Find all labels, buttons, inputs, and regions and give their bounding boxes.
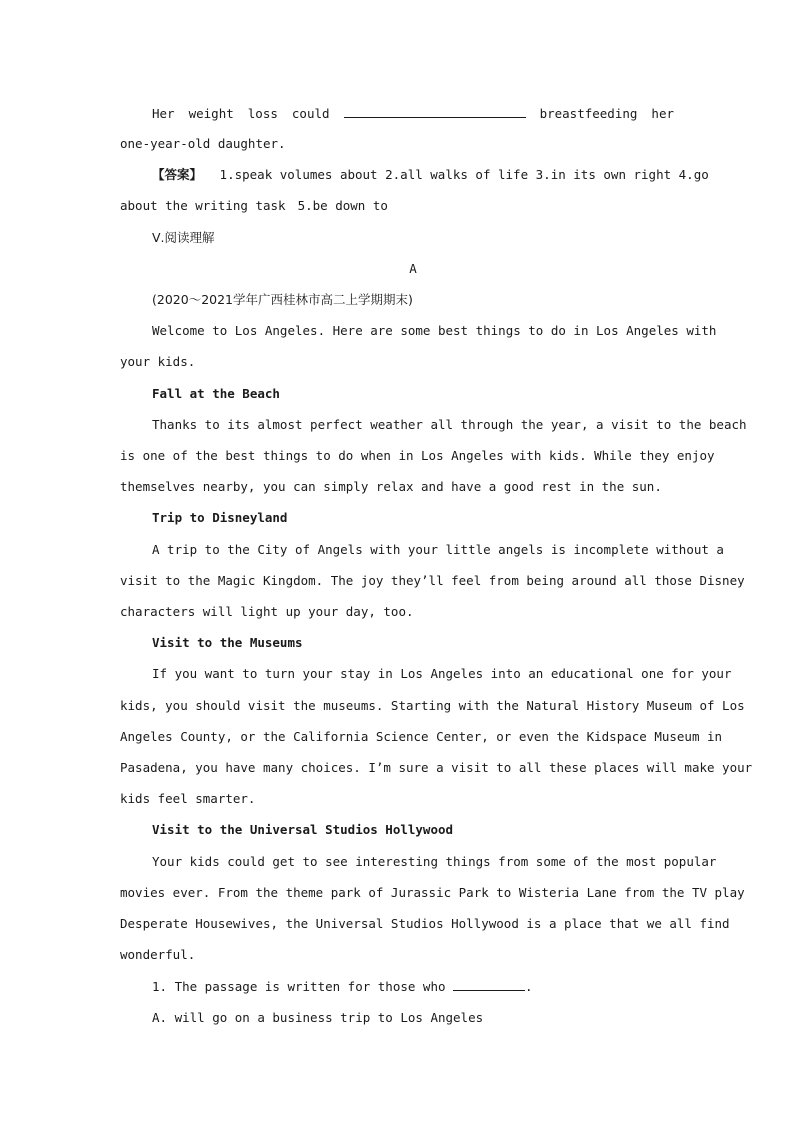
sentence-part-1: Her weight loss could <box>152 106 330 121</box>
answer-5: 5.be down to <box>297 198 388 213</box>
answer-1: 1.speak volumes about <box>219 167 378 182</box>
paragraph-line: Desperate Housewives, the Universal Studios Hollywood is a place that we all find <box>120 916 730 931</box>
heading-museums: Visit to the Museums <box>152 635 303 650</box>
answer-4-cont: about the writing task <box>120 198 286 213</box>
paragraph-line: Pasadena, you have many choices. I’m sure a visit to all these places will make your <box>120 760 753 775</box>
paragraph-line: Angeles County, or the California Science Center, or even the Kidspace Museum in <box>120 729 723 744</box>
paragraph-line: kids, you should visit the museums. Starting with the Natural History Museum of Los <box>120 698 745 713</box>
paragraph-line: Thanks to its almost perfect weather all through the year, a visit to the beach <box>152 417 747 432</box>
answer-2: 2.all walks of life <box>385 167 529 182</box>
paragraph-line: characters will light up your day, too. <box>120 604 414 619</box>
heading-universal: Visit to the Universal Studios Hollywood <box>152 822 454 837</box>
passage-intro-line: your kids. <box>120 354 196 369</box>
answer-key <box>152 167 709 183</box>
heading-beach: Fall at the Beach <box>152 386 280 401</box>
sentence-part-2: breastfeeding her <box>539 106 675 121</box>
paragraph-line: is one of the best things to do when in Los Angeles with kids. While they enjoy <box>120 448 715 463</box>
section-title: Ⅴ.阅读理解 <box>152 230 215 245</box>
paragraph-line: movies ever. From the theme park of Jurassic Park to Wisteria Lane from the TV play <box>120 885 745 900</box>
paragraph-line: A trip to the City of Angels with your little angels is incomplete without a <box>152 542 724 557</box>
paragraph-line: Your kids could get to see interesting things from some of the most popular <box>152 854 717 869</box>
fill-in-sentence <box>152 105 674 122</box>
paragraph-line: If you want to turn your stay in Los Angeles into an educational one for your <box>152 666 732 681</box>
paragraph-line: visit to the Magic Kingdom. The joy they’ll feel from being around all those Disney <box>120 573 745 588</box>
answer-3: 3.in its own right <box>535 167 672 182</box>
question-blank <box>453 978 525 991</box>
passage-intro-line: Welcome to Los Angeles. Here are some best things to do in Los Angeles with <box>152 323 717 338</box>
paragraph-line: wonderful. <box>120 947 196 962</box>
answer-label: 【答案】 <box>152 167 203 182</box>
question-1 <box>152 978 674 995</box>
question-stem-end: . <box>525 979 533 994</box>
answer-key-cont <box>120 198 674 214</box>
part-label: A <box>409 261 417 276</box>
source-note: (2020～2021学年广西桂林市高二上学期期末) <box>152 292 413 307</box>
paragraph-line: themselves nearby, you can simply relax and have a good rest in the sun. <box>120 479 662 494</box>
paragraph-line: kids feel smarter. <box>120 791 256 806</box>
answer-blank <box>344 105 526 118</box>
answer-4: 4.go <box>678 167 709 182</box>
sentence-continuation: one-year-old daughter. <box>120 136 286 151</box>
option-a: A. will go on a business trip to Los Angeles <box>152 1010 484 1025</box>
heading-disneyland: Trip to Disneyland <box>152 510 288 525</box>
question-stem: 1. The passage is written for those who <box>152 979 446 994</box>
